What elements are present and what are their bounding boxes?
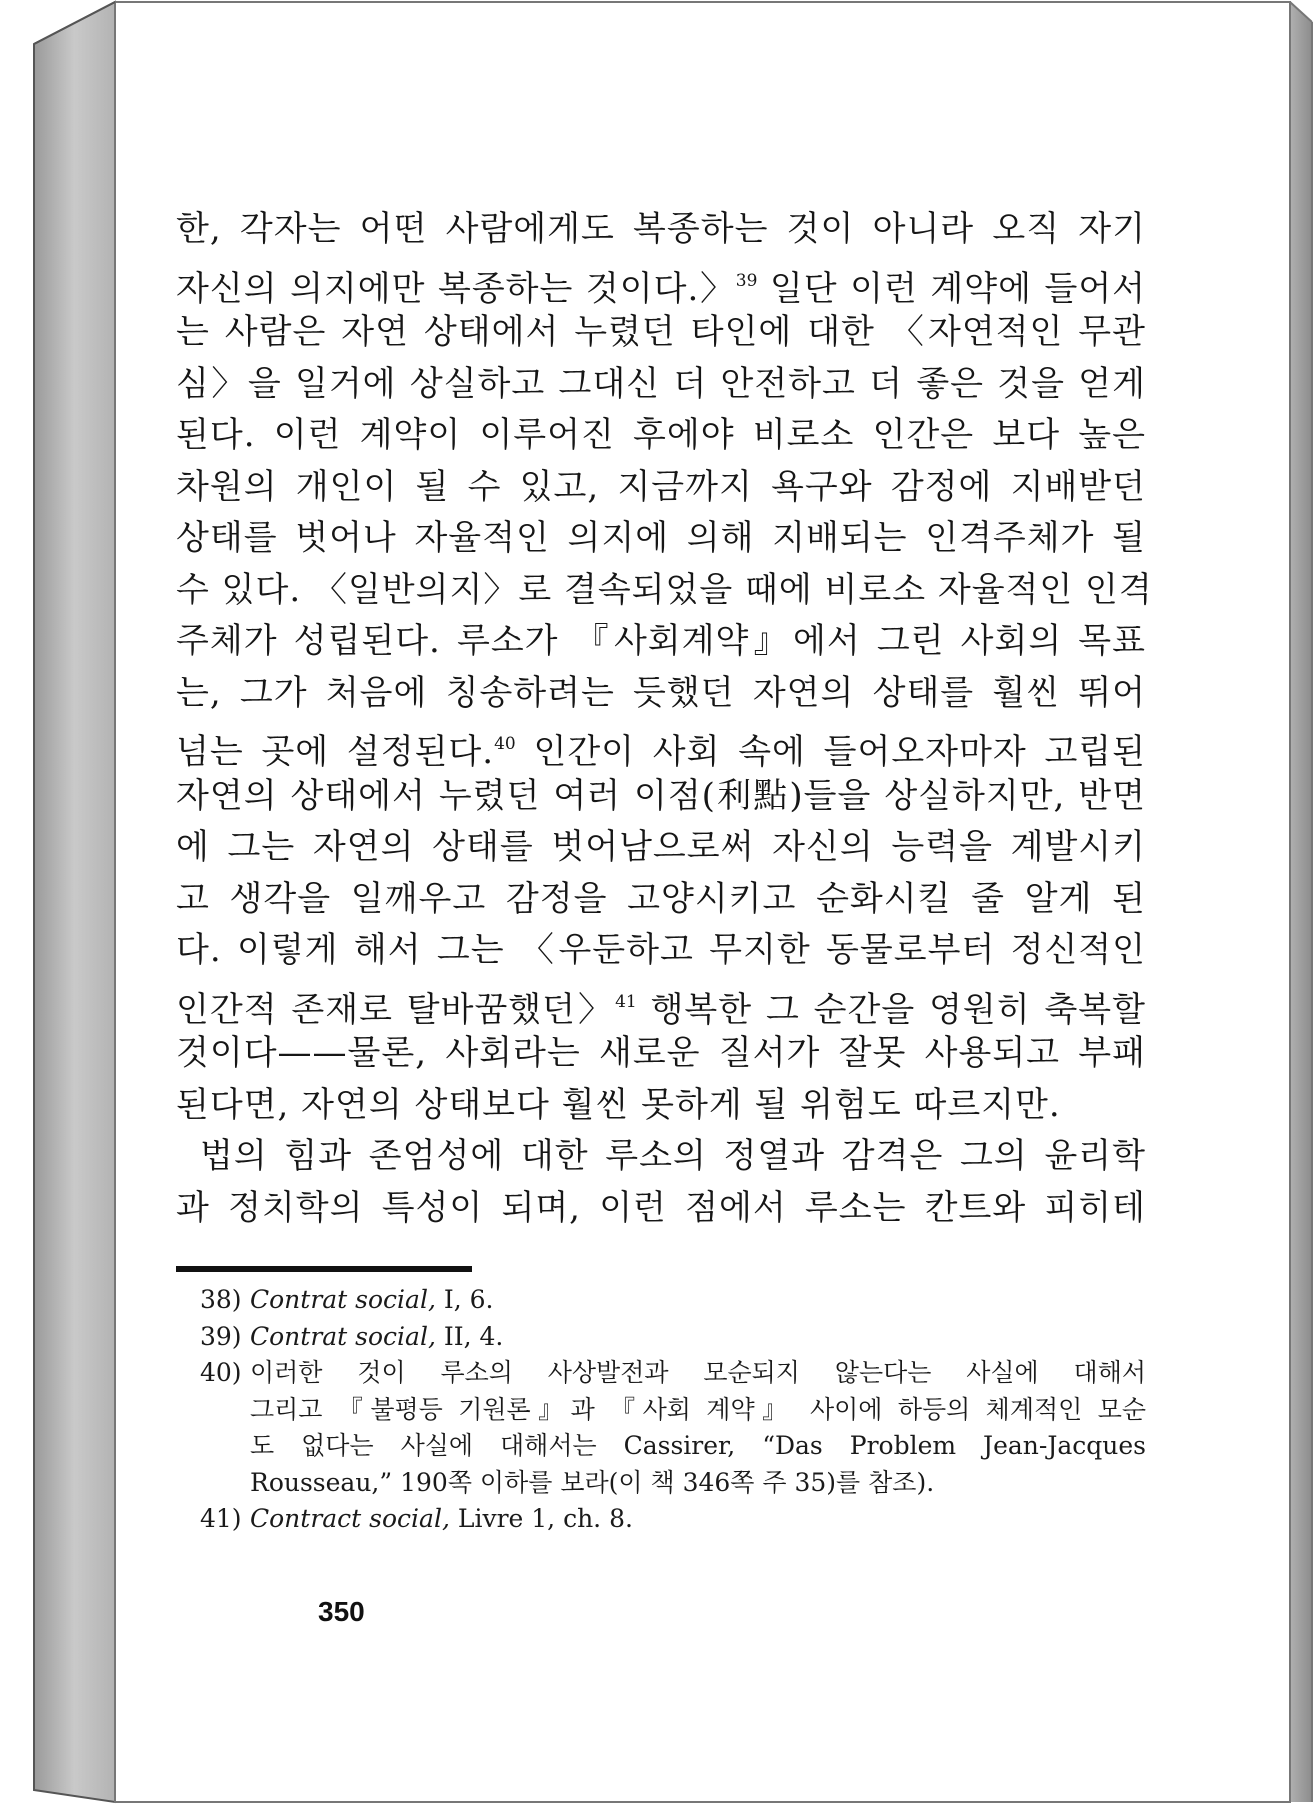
body-text [176,204,1153,1234]
text-line: 한, 각자는 어떤 사람에게도 복종하는 것이 아니라 오직 자기 [176,209,1146,249]
page-number: 350 [318,1596,365,1627]
footnote-divider [176,1266,472,1272]
text-line: 넘는 곳에 설정된다.$^{40}$ 인간이 사회 속에 들어오자마자 고립된 [176,732,1146,772]
text-line: 주체가 성립된다. 루소가 『사회계약』에서 그린 사회의 목표 [176,621,1146,661]
text-line: 고 생각을 일깨우고 감정을 고양시키고 순화시킬 줄 알게 된 [176,878,1146,919]
text-line: 차원의 개인이 될 수 있고, 지금까지 욕구와 감정에 지배받던 [176,466,1146,507]
text-line: 다. 이렇게 해서 그는 〈우둔하고 무지한 동물로부터 정신적인 [176,930,1146,970]
text-line: 는, 그가 처음에 칭송하려는 듯했던 자연의 상태를 훨씬 뛰어 [176,672,1146,713]
text-line: 상태를 벗어나 자율적인 의지에 의해 지배되는 인격주체가 될 [176,518,1146,558]
text-line: 심〉을 일거에 상실하고 그대신 더 안전하고 더 좋은 것을 얻게 [176,363,1146,404]
footnote-40-line: 도 없다는 사실에 대해서는 Cassirer, “Das Problem Jean-Jacques [250,1431,1146,1460]
text-line: 수 있다. 〈일반의지〉로 결속되었을 때에 비로소 자율적인 인격 [176,569,1153,610]
footnote-ref-39[interactable]: 39 [735,270,758,291]
text-line: 인간적 존재로 탈바꿈했던〉$^{41}$ 행복한 그 순간을 영원히 축복할 [176,989,1146,1030]
footnote-ref-40[interactable]: 40 [494,734,516,754]
footnote-39: 39) Contrat social, II, 4. [200,1321,504,1351]
footnote-41: 41) Contract social, Livre 1, ch. 8. [200,1504,633,1533]
footnote-38: 38) Contrat social, I, 6. [200,1285,494,1314]
text-line: 는 사람은 자연 상태에서 누렸던 타인에 대한 〈자연적인 무관 [176,312,1146,352]
text-line: 에 그는 자연의 상태를 벗어남으로써 자신의 능력을 계발시키 [176,827,1146,867]
footnote-40-line: 그리고 『불평등 기원론』과 『사회 계약』 사이에 하등의 체계적인 모순 [250,1394,1146,1424]
text-line: 된다면, 자연의 상태보다 훨씬 못하게 될 위험도 따르지만. [176,1084,1061,1125]
text-line: 자신의 의지에만 복종하는 것이다.〉$^{39}$ 일단 이런 계약에 들어서 [176,268,1147,309]
text-line: 법의 힘과 존엄성에 대한 루소의 정열과 감격은 그의 윤리학 [200,1136,1146,1176]
footnote-ref-41[interactable]: 41 [615,991,637,1012]
text-line: 자연의 상태에서 누렸던 여러 이점(利點)들을 상실하지만, 반면 [176,775,1146,816]
footnote-40: 40) 이러한 것이 루소의 사상발전과 모순되지 않는다는 사실에 대해서 [200,1358,1146,1387]
footnote-40-line: Rousseau,” 190쪽 이하를 보라(이 책 346쪽 주 35)를 참조). [250,1467,935,1497]
text-line: 과 정치학의 특성이 되며, 이런 점에서 루소는 칸트와 피히테 [176,1187,1146,1228]
footnotes [200,1282,1146,1538]
text-line: 것이다——물론, 사회라는 새로운 질서가 잘못 사용되고 부패 [176,1033,1146,1073]
text-line: 된다. 이런 계약이 이루어진 후에야 비로소 인간은 보다 높은 [176,415,1146,455]
